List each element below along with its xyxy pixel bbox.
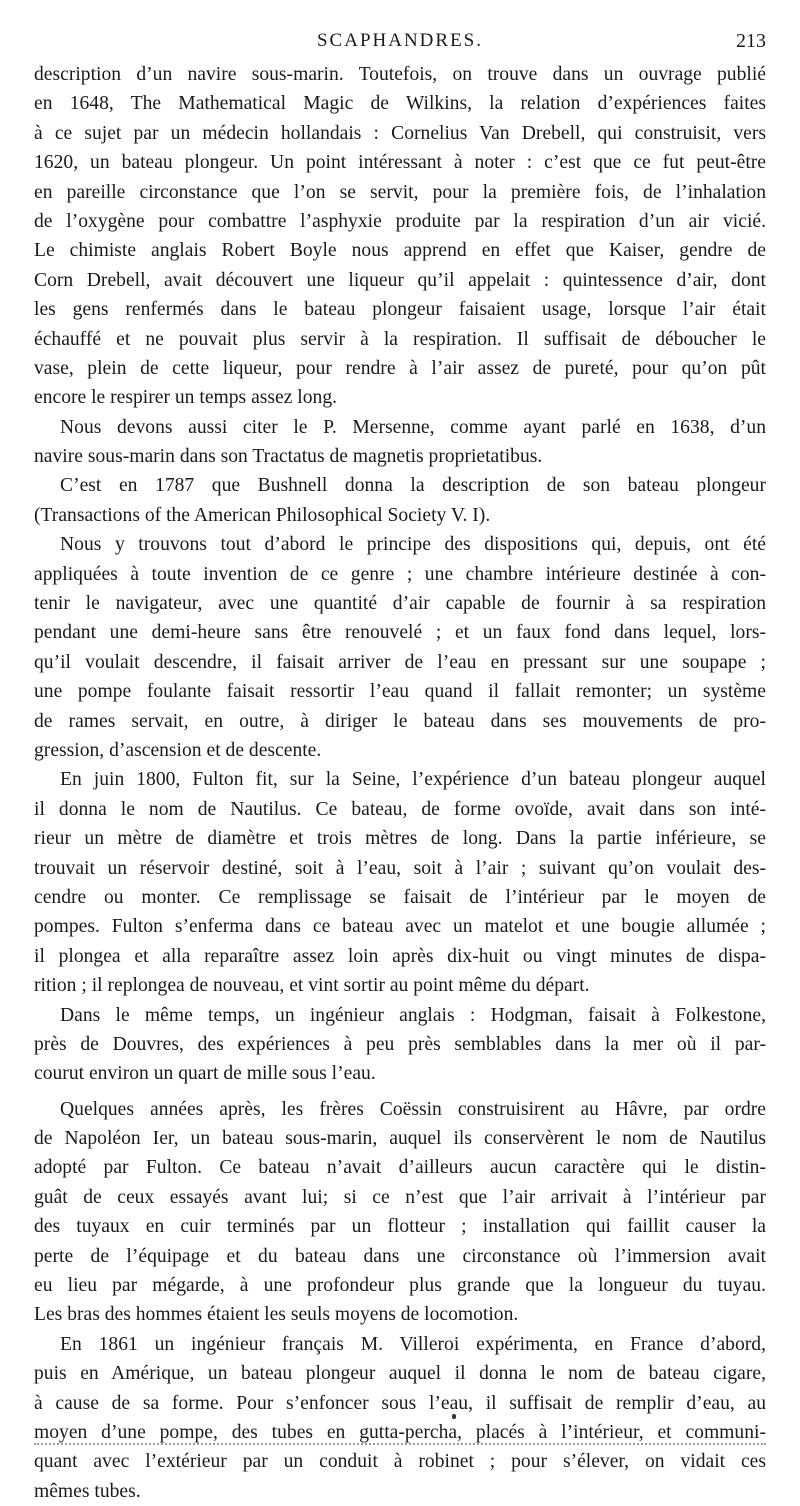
text-line: échauffé et ne pouvait plus servir à la respiration. Il suffisait de déboucher le: [34, 328, 766, 350]
text-line: Corn Drebell, avait découvert une liqueur qu’il appelait : quintessence d’air, dont: [34, 269, 766, 291]
text-line: encore le respirer un temps assez long.: [34, 387, 338, 409]
text-line: près de Douvres, des expériences à peu près semblables dans la mer où il par-: [34, 1033, 766, 1055]
text-line: en 1648, The Mathematical Magic de Wilkins, la relation d’expériences faites: [34, 93, 766, 115]
text-line: à ce sujet par un médecin hollandais : Cornelius Van Drebell, qui construisit, vers: [34, 122, 766, 144]
text-line: de rames servait, en outre, à diriger le bateau dans ses mouvements de pro-: [34, 710, 766, 732]
text-line: qu’il voulait descendre, il faisait arriver de l’eau en pressant sur une soupape ;: [34, 651, 766, 673]
text-line: il plongea et alla reparaître assez loin après dix-huit ou vingt minutes de dispa-: [34, 945, 766, 967]
text-line: gression, d’ascension et de descente.: [34, 739, 322, 761]
text-line: vase, plein de cette liqueur, pour rendre à l’air assez de pureté, pour qu’on pût: [34, 357, 766, 379]
text-line: à cause de sa forme. Pour s’enfoncer sous l’eau, il suffisait de remplir d’eau, au: [34, 1392, 766, 1414]
text-line: moyen d’une pompe, des tubes en gutta-percha, placés à l’intérieur, et communi-: [34, 1421, 766, 1443]
text-line: pompes. Fulton s’enferma dans ce bateau avec un matelot et une bougie allumée ;: [34, 916, 766, 938]
running-header: [34, 30, 766, 58]
page-number: 213: [736, 30, 766, 52]
text-line: les gens renfermés dans le bateau plongeur faisaient usage, lorsque l’air était: [34, 299, 766, 321]
text-line: cendre ou monter. Ce remplissage se faisait de l’intérieur par le moyen de: [34, 886, 766, 908]
text-line: Les bras des hommes étaient les seuls moyens de locomotion.: [34, 1304, 519, 1326]
text-line: adopté par Fulton. Ce bateau n’avait d’ailleurs aucun caractère qui le distin-: [34, 1157, 766, 1179]
text-line: guât de ceux essayés avant lui; si ce n’est que l’air arrivait à l’intérieur par: [34, 1186, 766, 1208]
text-line: de l’oxygène pour combattre l’asphyxie produite par la respiration d’un air vicié.: [34, 210, 766, 232]
running-title: SCAPHANDRES.: [316, 30, 483, 51]
paragraph-start-line: Dans le même temps, un ingénieur anglais : Hodgman, faisait à Folkestone,: [60, 1004, 766, 1026]
text-line: rieur un mètre de diamètre et trois mètres de long. Dans la partie inférieure, se: [34, 828, 766, 850]
text-line: (Transactions of the American Philosophical Society V. I).: [34, 504, 491, 526]
text-line: perte de l’équipage et du bateau dans une circonstance où l’immersion avait: [34, 1245, 766, 1267]
text-line: trouvait un réservoir destiné, soit à l’eau, soit à l’air ; suivant qu’on voulait des-: [34, 857, 766, 879]
paragraph-start-line: C’est en 1787 que Bushnell donna la description de son bateau plongeur: [60, 475, 766, 497]
paragraph-start-line: Nous devons aussi citer le P. Mersenne, comme ayant parlé en 1638, d’un: [60, 416, 766, 438]
dotted-rule: [34, 1437, 766, 1445]
text-line: navire sous-marin dans son Tractatus de magnetis proprietatibus.: [34, 446, 543, 468]
text-line: rition ; il replongea de nouveau, et vint sortir au point même du départ.: [34, 975, 590, 997]
paragraph-start-line: Quelques années après, les frères Coëssin construisirent au Hâvre, par ordre: [60, 1098, 766, 1120]
text-line: description d’un navire sous-marin. Toutefois, on trouve dans un ouvrage publié: [34, 64, 766, 85]
text-line: des tuyaux en cuir terminés par un flotteur ; installation qui faillit causer la: [34, 1216, 766, 1238]
text-line: 1620, un bateau plongeur. Un point intéressant à noter : c’est que ce fut peut-être: [34, 152, 766, 174]
paragraph-start-line: Nous y trouvons tout d’abord le principe des dispositions qui, depuis, ont été: [60, 534, 766, 556]
text-line: courut environ un quart de mille sous l’eau.: [34, 1063, 376, 1085]
text-line: appliquées à toute invention de ce genre ; une chambre intérieure destinée à con-: [34, 563, 766, 585]
text-line: Le chimiste anglais Robert Boyle nous apprend en effet que Kaiser, gendre de: [34, 240, 766, 262]
text-line: en pareille circonstance que l’on se servit, pour la première fois, de l’inhalation: [34, 181, 766, 203]
text-line: quant avec l’extérieur par un conduit à robinet ; pour s’élever, on vidait ces: [34, 1451, 766, 1473]
text-line: tenir le navigateur, avec une quantité d’air capable de fournir à sa respiration: [34, 593, 766, 615]
text-line: mêmes tubes.: [34, 1480, 141, 1502]
text-line: pendant une demi-heure sans être renouvelé ; et un faux fond dans lequel, lors-: [34, 622, 766, 644]
text-line: puis en Amérique, un bateau plongeur auquel il donna le nom de bateau cigare,: [34, 1363, 766, 1385]
text-line: une pompe foulante faisait ressortir l’eau quand il fallait remonter; un système: [34, 681, 766, 703]
text-line: eu lieu par mégarde, à une profondeur plus grande que la longueur du tuyau.: [34, 1275, 766, 1297]
paragraph-start-line: En juin 1800, Fulton fit, sur la Seine, l’expérience d’un bateau plongeur auquel: [60, 769, 766, 791]
body-text: [34, 60, 766, 1506]
text-line: de Napoléon Ier, un bateau sous-marin, auquel ils conservèrent le nom de Nautilus: [34, 1128, 766, 1150]
paragraph-start-line: En 1861 un ingénieur français M. Villeroi expérimenta, en France d’abord,: [60, 1333, 766, 1355]
ink-speck: [452, 1414, 456, 1419]
text-line: il donna le nom de Nautilus. Ce bateau, de forme ovoïde, avait dans son inté-: [34, 798, 766, 820]
